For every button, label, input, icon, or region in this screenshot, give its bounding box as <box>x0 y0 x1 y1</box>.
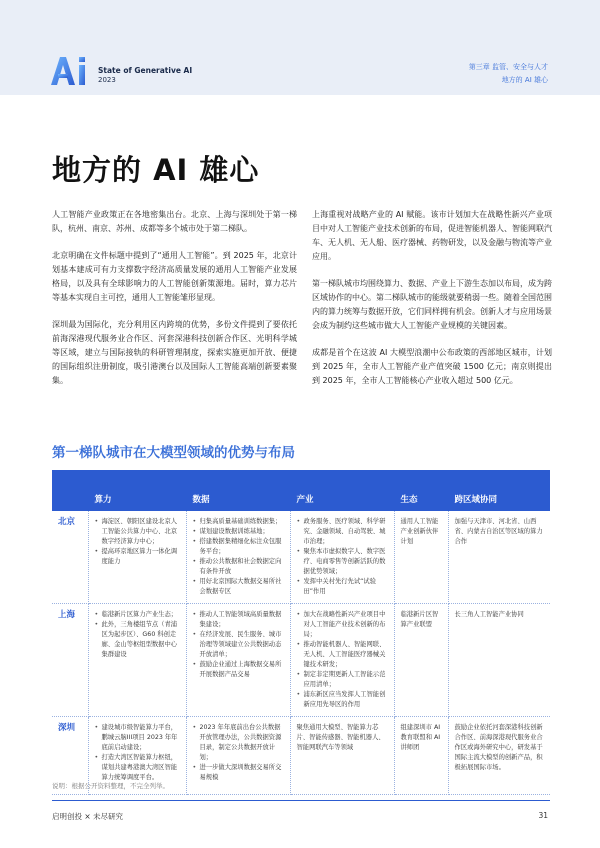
page-header <box>0 0 600 95</box>
industry-cell: 聚焦通用大模型、智能算力芯片、智能传感器、智能机器人、智能网联汽车等领域 <box>290 717 394 795</box>
ecosystem-cell: 组建深圳市 AI 教育联盟和 AI 讲师团 <box>394 717 448 795</box>
list-item: • 建设城市级智能算力平台，鹏城云脑III项目 2023 年年底前启动建设； <box>95 723 180 753</box>
ai-logo-icon <box>49 55 89 87</box>
header-cell-data: 数据 <box>186 470 290 511</box>
list-item: • 发挥中关村先行先试“试验田”作用 <box>297 577 388 597</box>
table-note: 说明：根据公开资料整理，不完全列举。 <box>52 782 169 790</box>
list-item: • 提高环京地区算力一体化调度能力 <box>95 547 180 567</box>
paragraph: 第一梯队城市均围绕算力、数据、产业上下游生态加以布局，成为跨区域协作的中心。第二梯队城市的能级就要稍弱一些。随着全国范围内的算力统筹与数据开放，它们同样拥有机会。创新人才与应用场景会成为制约这些城市做大人工智能产业规模的关键因素。 <box>312 279 552 330</box>
regional-cell: 加强与天津市、河北省、山西省、内蒙古自治区等区域的算力合作 <box>448 511 550 604</box>
list-item: • 进一步做大深圳数据交易所交易规模 <box>193 763 284 783</box>
list-item: • 加大在战略性新兴产业项目中对人工智能产业技术创新的布局； <box>297 610 388 640</box>
list-item: • 搭建数据集精细化标注众包服务平台； <box>193 537 284 557</box>
industry-cell <box>290 511 394 604</box>
list-item: • 谋划建设数据训练基地； <box>193 527 284 537</box>
ecosystem-cell: 临港新片区智算产业联盟 <box>394 604 448 717</box>
header-cell-industry: 产业 <box>290 470 394 511</box>
table-row <box>52 604 550 717</box>
header-cell-ecosystem: 生态 <box>394 470 448 511</box>
header-cell-regional: 跨区域协同 <box>448 470 550 511</box>
list-item: • 临港新片区算力产业生态； <box>95 610 180 620</box>
data-cell <box>186 604 290 717</box>
city-advantage-table <box>52 470 550 795</box>
list-item: • 海淀区、朝阳区建设北京人工智能公共算力中心、北京数字经济算力中心； <box>95 517 180 547</box>
table-header-row <box>52 470 550 511</box>
body-left-column <box>52 208 297 401</box>
page-number: 31 <box>538 811 548 820</box>
table-title: 第一梯队城市在大模型领域的优势与布局 <box>52 445 295 461</box>
footer-publisher: 启明创投 × 未尽研究 <box>52 812 124 821</box>
list-item: • 推动智能机器人、智能网联、无人机、人工智能医疗器械关键技术研发； <box>297 640 388 670</box>
paragraph: 人工智能产业政策正在各地密集出台。北京、上海与深圳处于第一梯队，杭州、南京、苏州、成都等多个城市处于第二梯队。 <box>52 210 297 233</box>
city-cell: 深圳 <box>52 717 88 795</box>
data-cell <box>186 511 290 604</box>
list-item: • 2023 年年底前出台公共数据开放管理办法，公共数据资源目录，制定公共数据开放计划； <box>193 723 284 763</box>
regional-cell: 长三角人工智能产业协同 <box>448 604 550 717</box>
header-cell-compute: 算力 <box>88 470 186 511</box>
list-item: • 制定非定期更新人工智能示范应用清单； <box>297 670 388 690</box>
report-year: 2023 <box>98 76 116 84</box>
data-cell <box>186 717 290 795</box>
chapter-label: 第三章 监管、安全与人才 <box>468 63 548 71</box>
header-cell-empty <box>52 470 88 511</box>
list-item: • 政务服务、医疗领域、科学研究、金融领域、自动驾驶、城市治理； <box>297 517 388 547</box>
list-item: • 鼓励企业通过上海数据交易所开展数据产品交易 <box>193 660 284 680</box>
list-item: • 推动人工智能领域高质量数据集建设； <box>193 610 284 630</box>
compute-cell <box>88 604 186 717</box>
list-item: • 归集高质量基础训练数据集； <box>193 517 284 527</box>
footer-divider <box>52 800 550 801</box>
list-item: • 浦东新区应当发挥人工智能创新应用先导区的作用 <box>297 690 388 710</box>
list-item: • 用好北京国际大数据交易所社会数据专区 <box>193 577 284 597</box>
list-item: • 推动公共数据和社会数据定向有条件开放 <box>193 557 284 577</box>
list-item: • 此外，三角楼组节点（青浦区为起步区）、G60 科创走廊、金山等枢纽型数据中心集群建设 <box>95 620 180 660</box>
body-right-column <box>312 208 552 401</box>
city-cell: 上海 <box>52 604 88 717</box>
list-item: • 打造大湾区智能算力枢纽，谋划共建粤港澳大湾区智能算力统筹调度平台。 <box>95 753 180 783</box>
list-item: • 聚焦本市虚拟数字人、数字医疗、电商零售等创新活跃的数据优势领域； <box>297 547 388 577</box>
section-label: 地方的 AI 雄心 <box>501 76 548 84</box>
paragraph: 成都是首个在这波 AI 大模型浪潮中公布政策的西部地区城市，计划到 2025 年，全市人工智能产业产值突破 1500 亿元；南京则提出到 2025 年，全市人工智能核心产业收入超过 500 亿元。 <box>312 348 552 385</box>
city-cell: 北京 <box>52 511 88 604</box>
page-title: 地方的 AI 雄心 <box>52 153 260 187</box>
regional-cell: 鼓励企业依托河套深港科技创新合作区、前海深港现代服务业合作区或海外研究中心，研发基于国际主流大模型的创新产品，积极拓展国际市场。 <box>448 717 550 795</box>
paragraph: 北京明确在文件标题中提到了“通用人工智能”。到 2025 年，北京计划基本建成可有力支撑数字经济高质量发展的通用人工智能产业发展格局，以及具有全球影响力的人工智能创新策源地。届时，算力芯片等基本实现自主可控，通用人工智能雏形显现。 <box>52 251 297 302</box>
ecosystem-cell: 通用人工智能产业创新伙伴计划 <box>394 511 448 604</box>
industry-cell <box>290 604 394 717</box>
paragraph: 深圳最为国际化，充分利用区内跨境的优势，多份文件提到了要依托前海深港现代服务业合作区、河套深港科技创新合作区、光明科学城等区域，建立与国际接轨的科研管理制度，探索实施更加开放、便捷的国际组织注册制度，吸引港澳台以及国际人工智能高端创新要素聚集。 <box>52 320 297 385</box>
compute-cell <box>88 511 186 604</box>
table-row <box>52 511 550 604</box>
report-title: State of Generative AI <box>98 66 193 75</box>
paragraph: 上海重视对战略产业的 AI 赋能。该市计划加大在战略性新兴产业项目中对人工智能产业技术创新的布局，促进智能机器人、智能网联汽车、无人机、无人船、医疗器械、药物研发，以及金融与物流等产业应用。 <box>312 210 552 261</box>
list-item: • 在经济发展、民生服务、城市治理等领域建立公共数据动态开放清单； <box>193 630 284 660</box>
